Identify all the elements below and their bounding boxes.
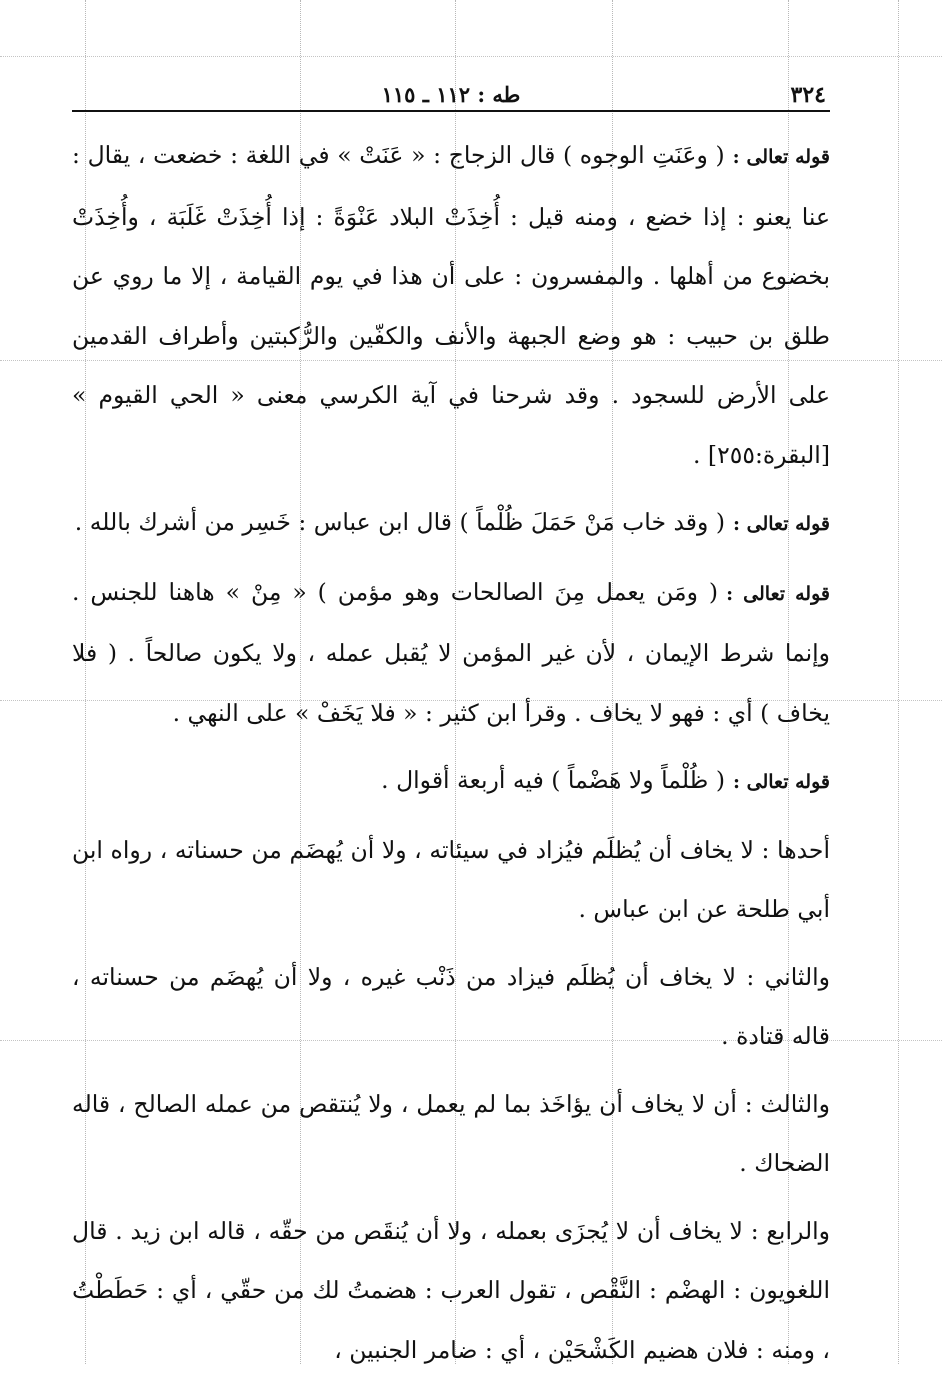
running-head: طه : ١١٢ ـ ١١٥ xyxy=(72,82,830,107)
paragraph-text: والثاني : لا يخاف أن يُظلَم فيزاد من ذَنْب غيره ، ولا أن يُهضَم من حسناته ، قاله قتادة . xyxy=(72,963,830,1051)
paragraph xyxy=(72,563,830,744)
page-header xyxy=(72,60,830,112)
paragraph xyxy=(72,1075,830,1194)
paragraph xyxy=(72,821,830,940)
paragraph-text: ( وقد خاب مَنْ حَمَلَ ظُلْماً ) قال ابن عباس : خَسِر من أشرك بالله . xyxy=(75,508,725,536)
verse-intro: قوله تعالى : xyxy=(733,771,830,793)
paragraph xyxy=(72,751,830,813)
verse-intro: قوله تعالى : xyxy=(726,583,830,605)
guide-line xyxy=(0,56,942,57)
verse-intro: قوله تعالى : xyxy=(733,513,830,535)
paragraph xyxy=(72,948,830,1067)
paragraph xyxy=(72,493,830,555)
paragraph-text: أحدها : لا يخاف أن يُظلَم فيُزاد في سيئاته ، ولا أن يُهضَم من حسناته ، رواه ابن أبي طلحة عن ابن عباس . xyxy=(72,836,830,924)
paragraph-text: ( وعَنَتِ الوجوه ) قال الزجاج : « عَنَتْ » في اللغة : خضعت ، يقال : عنا يعنو : إذا خضع ، ومنه قيل : أُخِذَتْ البلاد عَنْوَةً : إذا أُخِذَتْ غَلَبَة ، وأُخِذَتْ بخضوع من أهلها . والمفسرون : على أن هذا في يوم القيامة ، إلا ما روي عن طلق بن حبيب : هو وضع الجبهة والأنف والكفّين والرُّكبتين وأطراف القدمين على الأرض للسجود . وقد شرحنا في آية الكرسي معنى « الحي القيوم » [البقرة:٢٥٥] . xyxy=(72,141,830,469)
paragraph-text: ( ومَن يعمل مِنَ الصالحات وهو مؤمن ) « مِنْ » هاهنا للجنس . وإنما شرط الإيمان ، لأن غير المؤمن لا يُقبل عمله ، ولا يكون صالحاً . ( فلا يخاف ) أي : فهو لا يخاف . وقرأ ابن كثير : « فلا يَخَفْ » على النهي . xyxy=(72,578,830,727)
page-number: ٣٢٤ xyxy=(791,82,826,108)
page-body xyxy=(72,112,830,1380)
paragraph xyxy=(72,1202,830,1380)
guide-line xyxy=(898,0,899,1364)
paragraph-text: والثالث : أن لا يخاف أن يؤاخَذ بما لم يعمل ، ولا يُنتقص من عمله الصالح ، قاله الضحاك . xyxy=(72,1090,830,1178)
verse-intro: قوله تعالى : xyxy=(733,146,830,168)
paragraph-text: والرابع : لا يخاف أن لا يُجزَى بعمله ، ولا أن يُنقَص من حقّه ، قاله ابن زيد . قال اللغويون : الهضْم : النَّقْص ، تقول العرب : هضمتُ لك من حقّي ، أي : حَطَطْتُ ، ومنه : فلان هضيم الكَشْحَيْن ، أي : ضامر الجنبين ، xyxy=(72,1217,830,1364)
book-page xyxy=(72,60,830,1360)
paragraph-text: ( ظُلْماً ولا هَضْماً ) فيه أربعة أقوال . xyxy=(381,766,725,794)
paragraph xyxy=(72,126,830,485)
